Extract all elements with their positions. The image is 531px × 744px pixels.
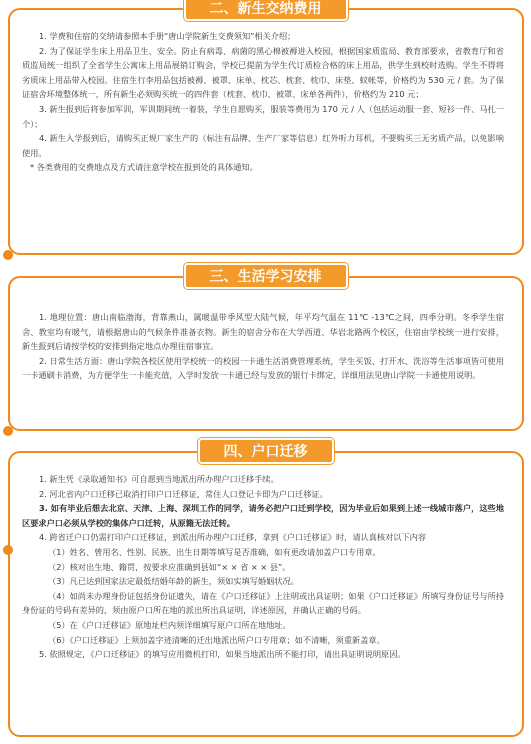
- life-item-1: 1. 地理位置：唐山南临渤海，背靠燕山，属暖温带季风型大陆气候，年平均气温在 11℃ -13℃之间，四季分明。冬季学生宿舍、教室均有暖气，请根据唐山的气候条件准备衣物。新生的宿舍分布在大学西道、华岩北路两个校区，住宿由学校统一进行安排，新生报到后请按学校的安排到指定地点办理住宿事宜。: [22, 312, 504, 352]
- fees-corner-dot: [3, 250, 13, 260]
- fees-item-2: 2. 为了保证学生床上用品卫生、安全。防止有病毒、病菌的黑心棉被褥进入校园，根据国家质监局、教育部要求，省教育厅和省质监局统一组织了全省学生公寓床上用品展销订购会，学校已提前为学生代订质检合格的床上用品，供学生到校时选购。学生不得将劣质床上用品带入校园。住宿生行李用品包括被褥、被罩、床单、枕芯、枕套、枕巾、床垫、蚊帐等，价格约为 530 元 / 套。为了保证宿舍环境整体统一，所有新生必须购买统一的四件套（枕套、枕巾、被罩、床单各两件），价格约为 210 元；: [22, 45, 504, 100]
- hukou-subitem-1: （1）姓名、曾用名、性别、民族、出生日期等填写是否准确，如有更改请加盖户口专用章。: [48, 546, 381, 557]
- hukou-subitem-2: （2）核对出生地、籍贯，按要求应准确到县如“× × 省 × × 县”。: [48, 561, 291, 572]
- fees-section-title: 二、新生交纳费用: [184, 0, 348, 21]
- fees-item-1: 1. 学费和住宿的交纳请参照本手册“唐山学院新生交费须知”相关介绍；: [39, 31, 296, 41]
- life-content: [22, 310, 504, 383]
- hukou-subitem-5: （5）在《户口迁移证》原地址栏内须详细填写原户口所在地地址。: [48, 619, 291, 630]
- hukou-item-3: 3. 如有毕业后想去北京、天津、上海、深圳工作的同学，请务必把户口迁到学校，因为毕业后如果到上述一线城市落户，这些地区要求户口必须从学校的集体户口迁转，从原籍无法迁转。: [22, 503, 504, 528]
- hukou-subitem-6: （6）《户口迁移证》上须加盖字迹清晰的迁出地派出所户口专用章；如不清晰，须重新盖章。: [48, 634, 385, 645]
- fees-header-wrap: [0, 0, 531, 21]
- hukou-subitem-4: （4）如尚未办理身份证包括身份证遗失，请在《户口迁移证》上注明或出具证明；如果《户口迁移证》所填写身份证号与所持身份证的号码有差异的，须由原户口所在地的派出所出具证明，详述原因，并确认正确的号码。: [22, 590, 504, 616]
- fees-item-3: 3. 新生报到后将参加军训，军训期间统一着装，学生自愿购买，服装等费用为 170 元 / 人（包括运动服一套、短衫一件、马扎一个）；: [22, 103, 504, 129]
- fees-note: * 各类费用的交费地点及方式请注意学校在报到处的具体通知。: [30, 162, 258, 173]
- life-corner-dot: [3, 426, 13, 436]
- life-item-2: 2. 日常生活方面：唐山学院各校区使用学校统一的校园一卡通生活消费管理系统，学生买饭、打开水、洗浴等生活事项皆可使用一卡通刷卡消费，为方便学生一卡能充值，入学时发放一卡通已经与发放的银行卡绑定，详细用法见唐山学院一卡通使用说明。: [22, 355, 504, 381]
- hukou-item-5: 5. 依照规定，《户口迁移证》的填写应用微机打印，如果当地派出所不能打印，请出具证明说明原因。: [39, 649, 406, 660]
- hukou-item-2: 2. 河北省内户口迁移已取消打印户口迁移证，常住人口登记卡即为户口迁移证。: [39, 488, 328, 499]
- life-header-wrap: [0, 263, 531, 289]
- hukou-content: [22, 472, 504, 662]
- hukou-section-title: 四、户口迁移: [198, 438, 334, 464]
- hukou-item-1: 1. 新生凭《录取通知书》可自愿到当地派出所办理户口迁移手续。: [39, 474, 279, 484]
- hukou-item-4: 4. 跨省迁户口仍需打印户口迁移证，到派出所办理户口迁移，拿到《户口迁移证》时，请认真核对以下内容: [39, 532, 427, 543]
- fees-content: [22, 29, 504, 175]
- life-section-title: 三、生活学习安排: [184, 263, 348, 289]
- hukou-header-wrap: [0, 438, 531, 464]
- hukou-subitem-3: （3）凡已达到国家法定最低结婚年龄的新生，须如实填写婚姻状况。: [48, 576, 299, 587]
- hukou-corner-dot: [3, 545, 13, 555]
- fees-item-4: 4. 新生入学报到后，请购买正规厂家生产的（标注有品牌、生产厂家等信息）红外听力耳机，不要购买三无劣质产品，以免影响使用。: [22, 133, 504, 158]
